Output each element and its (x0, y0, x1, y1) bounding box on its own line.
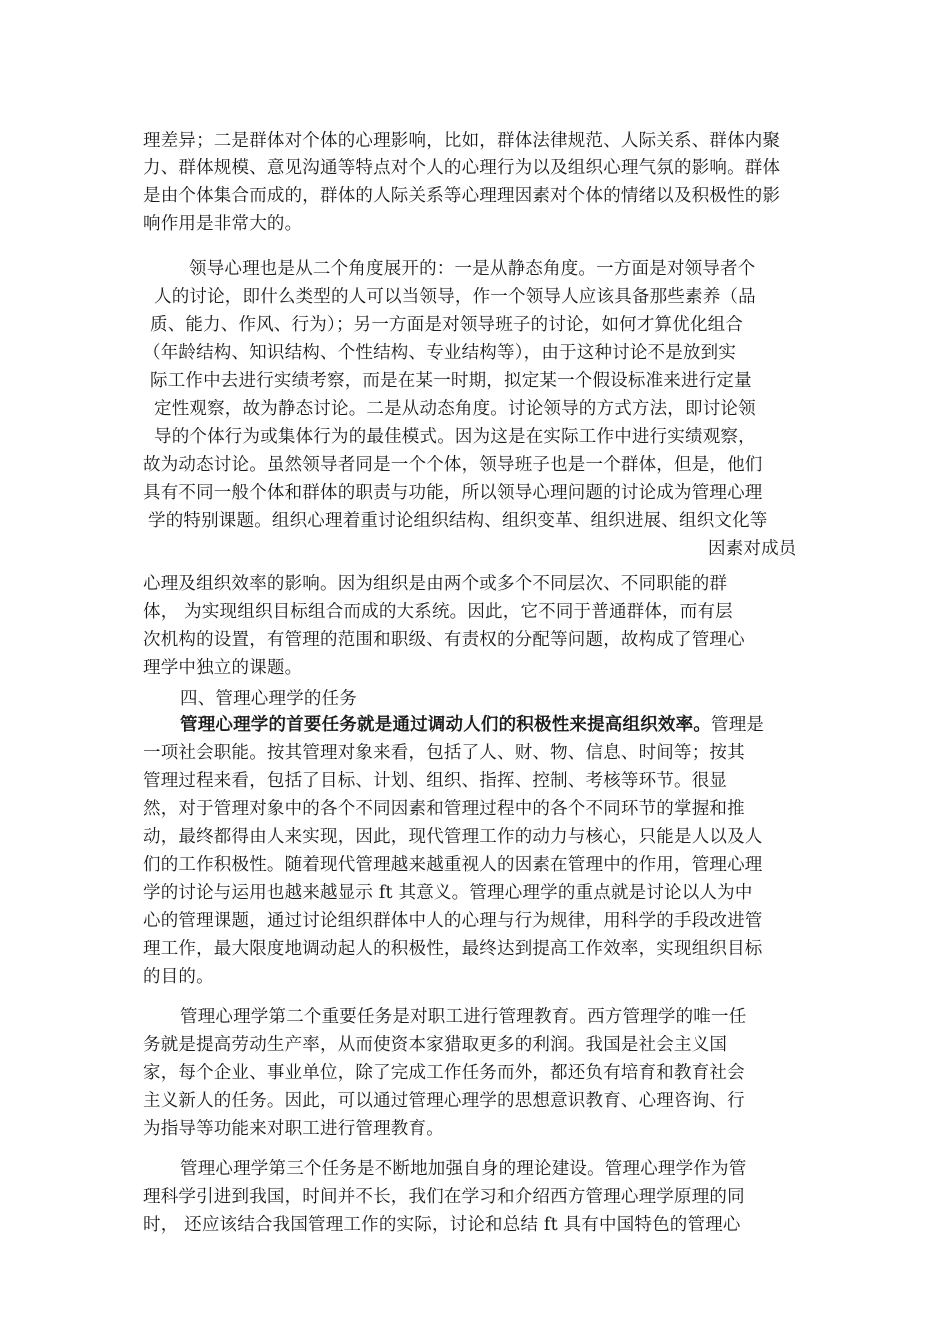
text-line: 心的管理课题，通过讨论组织群体中人的心理与行为规律，用科学的手段改进管 (143, 911, 763, 931)
text-line: 动，最终都得由人来实现，因此，现代管理工作的动力与核心，只能是人以及人 (143, 827, 763, 847)
text-line: 力、群体规模、意见沟通等特点对个人的心理行为以及组织心理气氛的影响。群体 (143, 158, 781, 178)
text-line: 理工作，最大限度地调动起人的积极性，最终达到提高工作效率，实现组织目标 (143, 939, 763, 959)
text-line: 家，每个企业、事业单位，除了完成工作任务而外，都还负有培育和教育社会 (143, 1063, 745, 1083)
text-line: 领导心理也是从二个角度展开的：一是从静态角度。一方面是对领导者个 (189, 259, 756, 279)
text-line: 人的讨论，即什么类型的人可以当领导，作一个领导人应该具备那些素养（品 (154, 287, 756, 307)
text-line: 时， 还应该结合我国管理工作的实际，讨论和总结 ft 具有中国特色的管理心 (143, 1215, 741, 1235)
text-line: 心理及组织效率的影响。因为组织是由两个或多个不同层次、不同职能的群 (143, 574, 728, 594)
text-fragment: 管理是 (711, 715, 765, 735)
text-line: 学的特别课题。组织心理着重讨论组织结构、组织变革、组织进展、组织文化等 (148, 511, 768, 531)
section-heading: 四、管理心理学的任务 (180, 689, 357, 709)
text-line: 的目的。 (143, 967, 214, 987)
text-line: 理学中独立的课题。 (143, 658, 303, 678)
text-line: 理差异；二是群体对个体的心理影响，比如，群体法律规范、人际关系、群体内聚 (143, 131, 781, 151)
text-line: 体， 为实现组织目标组合而成的大系统。因此，它不同于普通群体，而有层 (143, 602, 733, 622)
text-line: 管理过程来看，包括了目标、计划、组织、指挥、控制、考核等环节。很显 (143, 771, 728, 791)
text-line: 具有不同一般个体和群体的职责与功能，所以领导心理问题的讨论成为管理心理 (143, 483, 763, 503)
text-line: 主义新人的任务。因此，可以通过管理心理学的思想意识教育、心理咨询、行 (143, 1091, 745, 1111)
text-line: 学的讨论与运用也越来越显示 ft 其意义。管理心理学的重点就是讨论以人为中 (143, 883, 753, 903)
text-line: 理科学引进到我国，时间并不长，我们在学习和介绍西方管理心理学原理的同 (143, 1187, 745, 1207)
text-line: 管理心理学第三个任务是不断地加强自身的理论建设。管理心理学作为管 (180, 1159, 747, 1179)
text-line: 一项社会职能。按其管理对象来看，包括了人、财、物、信息、时间等；按其 (143, 743, 745, 763)
text-line: 是由个体集合而成的，群体的人际关系等心理理因素对个体的情绪以及积极性的影 (143, 186, 781, 206)
text-line: 管理心理学第二个重要任务是对职工进行管理教育。西方管理学的唯一任 (180, 1007, 747, 1027)
text-line: 为指导等功能来对职工进行管理教育。 (143, 1119, 444, 1139)
text-line: 响作用是非常大的。 (143, 214, 303, 234)
text-line: 故为动态讨论。虽然领导者同是一个个体，领导班子也是一个群体，但是，他们 (143, 455, 763, 475)
bold-sentence: 管理心理学的首要任务就是通过调动人们的积极性来提高组织效率。 (180, 715, 711, 735)
text-line: 们的工作积极性。随着现代管理越来越重视人的因素在管理中的作用，管理心理 (143, 855, 763, 875)
text-line: 次机构的设置，有管理的范围和职级、有责权的分配等问题，故构成了管理心 (143, 630, 745, 650)
text-line: 务就是提高劳动生产率，从而使资本家猎取更多的利润。我国是社会主义国 (143, 1035, 728, 1055)
text-line: 定性观察，故为静态讨论。二是从动态角度。讨论领导的方式方法，即讨论领 (154, 399, 756, 419)
text-line: （年龄结构、知识结构、个性结构、专业结构等），由于这种讨论不是放到实 (143, 343, 737, 363)
text-line: 质、能力、作风、行为）；另一方面是对领导班子的讨论，如何才算优化组合 (150, 315, 744, 335)
emphasis-line (180, 714, 764, 736)
text-line: 际工作中去进行实绩考察，而是在某一时期，拟定某一个假设标准来进行定量 (150, 371, 752, 391)
text-line: 因素对成员 (708, 539, 797, 559)
text-line: 然，对于管理对象中的各个不同因素和管理过程中的各个不同环节的掌握和推 (143, 799, 745, 819)
text-line: 导的个体行为或集体行为的最佳模式。因为这是在实际工作中进行实绩观察， (154, 427, 756, 447)
